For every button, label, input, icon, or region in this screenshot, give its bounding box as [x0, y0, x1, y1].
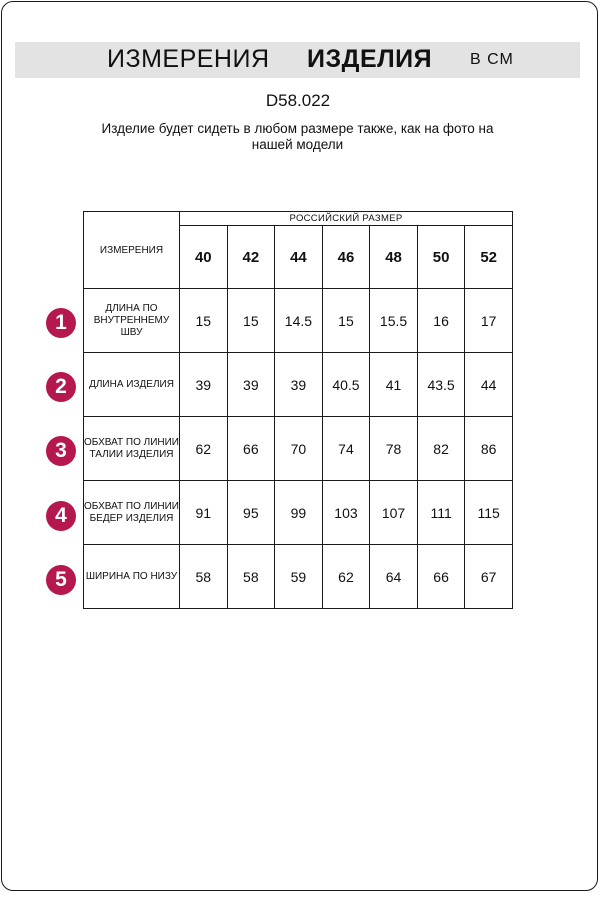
- measurement-cell: 43.5: [417, 353, 465, 417]
- measurement-cell: 78: [370, 417, 418, 481]
- measurement-cell: 59: [275, 545, 323, 609]
- size-header-cell: 50: [417, 226, 465, 289]
- row-label: ОБХВАТ ПО ЛИНИИ БЕДЕР ИЗДЕЛИЯ: [84, 481, 180, 545]
- measurement-cell: 40.5: [322, 353, 370, 417]
- measurement-cell: 39: [227, 353, 275, 417]
- table-row: [84, 417, 513, 481]
- size-header-cell: 52: [465, 226, 513, 289]
- measurement-cell: 95: [227, 481, 275, 545]
- size-header-cell: 40: [180, 226, 228, 289]
- measurement-cell: 14.5: [275, 289, 323, 353]
- model-code: D58.022: [265, 91, 331, 110]
- measurement-cell: 58: [227, 545, 275, 609]
- measurement-cell: 70: [275, 417, 323, 481]
- measurement-cell: 16: [417, 289, 465, 353]
- measurement-cell: 62: [180, 417, 228, 481]
- measurement-cell: 66: [417, 545, 465, 609]
- measurement-cell: 74: [322, 417, 370, 481]
- measurement-cell: 41: [370, 353, 418, 417]
- size-header-cell: 44: [275, 226, 323, 289]
- row-number-badge: 2: [46, 372, 76, 402]
- measurement-cell: 15: [227, 289, 275, 353]
- measurement-cell: 39: [180, 353, 228, 417]
- title-product: ИЗДЕЛИЯ: [307, 45, 433, 73]
- measurement-cell: 58: [180, 545, 228, 609]
- measurement-cell: 99: [275, 481, 323, 545]
- measurement-cell: 62: [322, 545, 370, 609]
- table-row: [84, 353, 513, 417]
- measurement-cell: 39: [275, 353, 323, 417]
- table-row: [84, 545, 513, 609]
- corner-label: ИЗМЕРЕНИЯ: [84, 212, 180, 289]
- title-measurements: ИЗМЕРЕНИЯ: [107, 45, 270, 73]
- measurement-cell: 66: [227, 417, 275, 481]
- row-number-badge: 3: [46, 436, 76, 466]
- measurement-cell: 115: [465, 481, 513, 545]
- measurement-cell: 44: [465, 353, 513, 417]
- table-row: [84, 481, 513, 545]
- row-label: ШИРИНА ПО НИЗУ: [84, 545, 180, 609]
- size-header-cell: 42: [227, 226, 275, 289]
- fit-note: Изделие будет сидеть в любом размере также, как на фото на нашей модели: [101, 121, 494, 152]
- measurement-cell: 103: [322, 481, 370, 545]
- row-label: ДЛИНА ИЗДЕЛИЯ: [84, 353, 180, 417]
- measurement-cell: 15: [180, 289, 228, 353]
- measurement-cell: 91: [180, 481, 228, 545]
- size-header-cell: 46: [322, 226, 370, 289]
- measurement-cell: 107: [370, 481, 418, 545]
- row-label: ДЛИНА ПО ВНУТРЕННЕМУ ШВУ: [84, 289, 180, 353]
- row-number-badge: 1: [46, 308, 76, 338]
- size-header-cell: 48: [370, 226, 418, 289]
- table-row: [84, 289, 513, 353]
- measurement-cell: 17: [465, 289, 513, 353]
- measurement-cell: 67: [465, 545, 513, 609]
- size-table: [83, 211, 513, 609]
- measurement-cell: 82: [417, 417, 465, 481]
- measurement-cell: 86: [465, 417, 513, 481]
- row-number-badge: 4: [46, 501, 76, 531]
- measurement-cell: 111: [417, 481, 465, 545]
- measurement-cell: 15: [322, 289, 370, 353]
- row-label: ОБХВАТ ПО ЛИНИИ ТАЛИИ ИЗДЕЛИЯ: [84, 417, 180, 481]
- title-unit: В СМ: [470, 51, 514, 68]
- title-bar: [15, 42, 580, 78]
- russian-size-label: РОССИЙСКИЙ РАЗМЕР: [180, 212, 513, 226]
- measurement-cell: 64: [370, 545, 418, 609]
- row-number-badge: 5: [46, 565, 76, 595]
- measurement-cell: 15.5: [370, 289, 418, 353]
